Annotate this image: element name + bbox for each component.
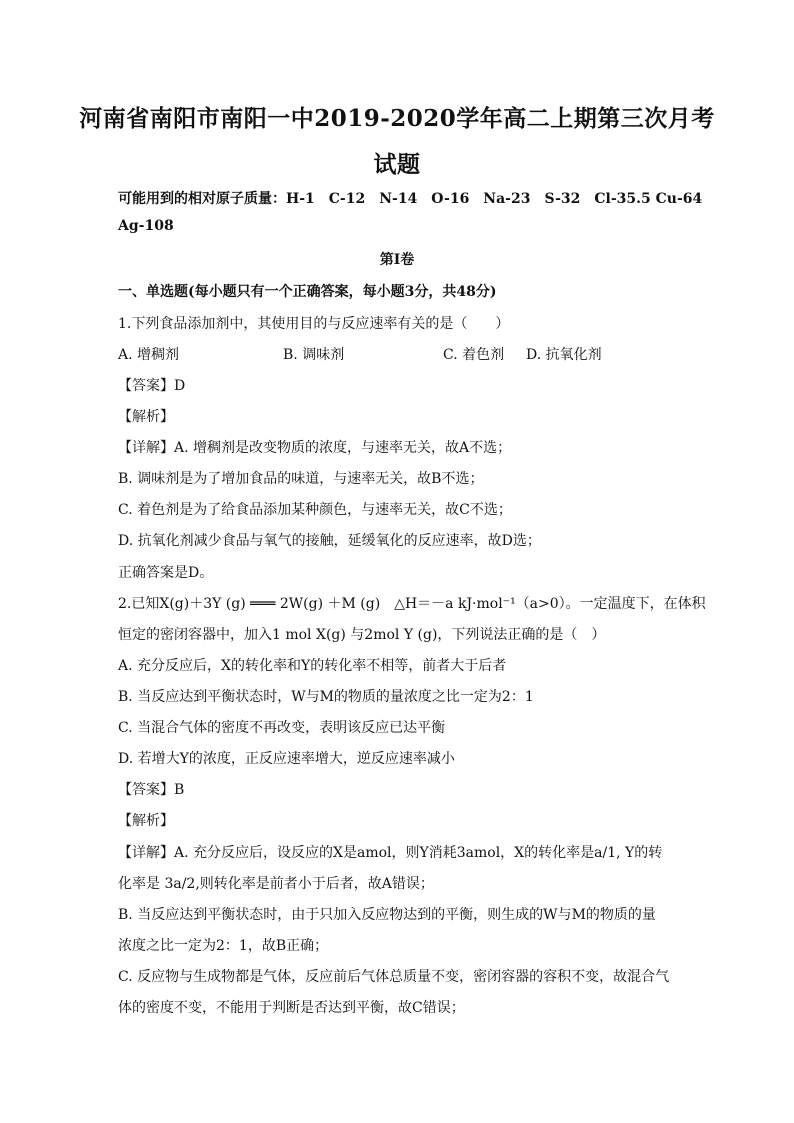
q2-option-a: A. 充分反应后，X的转化率和Y的转化率不相等，前者大于后者: [118, 658, 507, 674]
q2-option-c: C. 当混合气体的密度不再改变，表明该反应已达平衡: [118, 720, 446, 736]
volume-label: 第Ⅰ卷: [379, 252, 415, 268]
q1-option-d: D. 抗氧化剂: [526, 347, 602, 363]
q2-explanation-line: 体的密度不变，不能用于判断是否达到平衡，故C错误；: [118, 1000, 465, 1016]
q1-option-b: B. 调味剂: [283, 347, 345, 363]
doc-title-line1: 河南省南阳市南阳一中2019-2020学年高二上期第三次月考: [79, 105, 715, 132]
q2-explanation-line: C. 反应物与生成物都是气体，反应前后气体总质量不变，密闭容器的容积不变，故混合气: [118, 969, 670, 985]
q1-analysis-label: 【解析】: [118, 409, 174, 425]
q1-explanation-line: 正确答案是D。: [118, 565, 214, 581]
q1-option-c: C. 着色剂: [443, 347, 505, 363]
section-heading: 一、单选题(每小题只有一个正确答案，每小题3分，共48分): [118, 284, 497, 300]
q2-stem-line1: 2.已知X(g)＋3Y (g) ═══ 2W(g) ＋M (g) △H＝－a kJ·mol⁻¹（a>0）。一定温度下，在体积: [118, 596, 706, 612]
q2-explanation-line: 化率是 3a/2,则转化率是前者小于后者，故A错误；: [118, 876, 434, 892]
q1-explanation-line: C. 着色剂是为了给食品添加某种颜色，与速率无关，故C不选；: [118, 502, 512, 518]
q1-options: [118, 344, 678, 364]
q2-explanation-line: B. 当反应达到平衡状态时，由于只加入反应物达到的平衡，则生成的W与M的物质的量: [118, 907, 656, 923]
q1-option-a: A. 增稠剂: [118, 347, 180, 363]
q1-stem: 1.下列食品添加剂中，其使用目的与反应速率有关的是（ ）: [118, 316, 510, 332]
q2-answer: 【答案】B: [118, 782, 185, 798]
q2-stem-line2: 恒定的密闭容器中，加入1 mol X(g) 与2mol Y (g)，下列说法正确的是（ ）: [118, 627, 606, 643]
atomic-mass-line2: Ag-108: [118, 218, 174, 234]
q2-option-b: B. 当反应达到平衡状态时，W与M的物质的量浓度之比一定为2：1: [118, 689, 534, 705]
atomic-mass-line1: 可能用到的相对原子质量：H-1 C-12 N-14 O-16 Na-23 S-32 Cl-35.5 Cu-64: [118, 191, 703, 207]
q2-analysis-label: 【解析】: [118, 813, 174, 829]
q2-option-d: D. 若增大Y的浓度，正反应速率增大，逆反应速率减小: [118, 751, 455, 767]
q1-explanation-line: D. 抗氧化剂减少食品与氧气的接触，延缓氧化的反应速率，故D选；: [118, 533, 541, 549]
doc-title-line2: 试题: [373, 151, 421, 178]
q1-explanation-line: 【详解】A. 增稠剂是改变物质的浓度，与速率无关，故A不选；: [118, 440, 512, 456]
q1-answer: 【答案】D: [118, 378, 186, 394]
q2-explanation-line: 浓度之比一定为2：1，故B正确；: [118, 938, 329, 954]
q1-explanation-line: B. 调味剂是为了增加食品的味道，与速率无关，故B不选；: [118, 471, 484, 487]
q2-explanation-line: 【详解】A. 充分反应后，设反应的X是amol，则Y消耗3amol，X的转化率是a/1, Y的转: [118, 845, 663, 861]
